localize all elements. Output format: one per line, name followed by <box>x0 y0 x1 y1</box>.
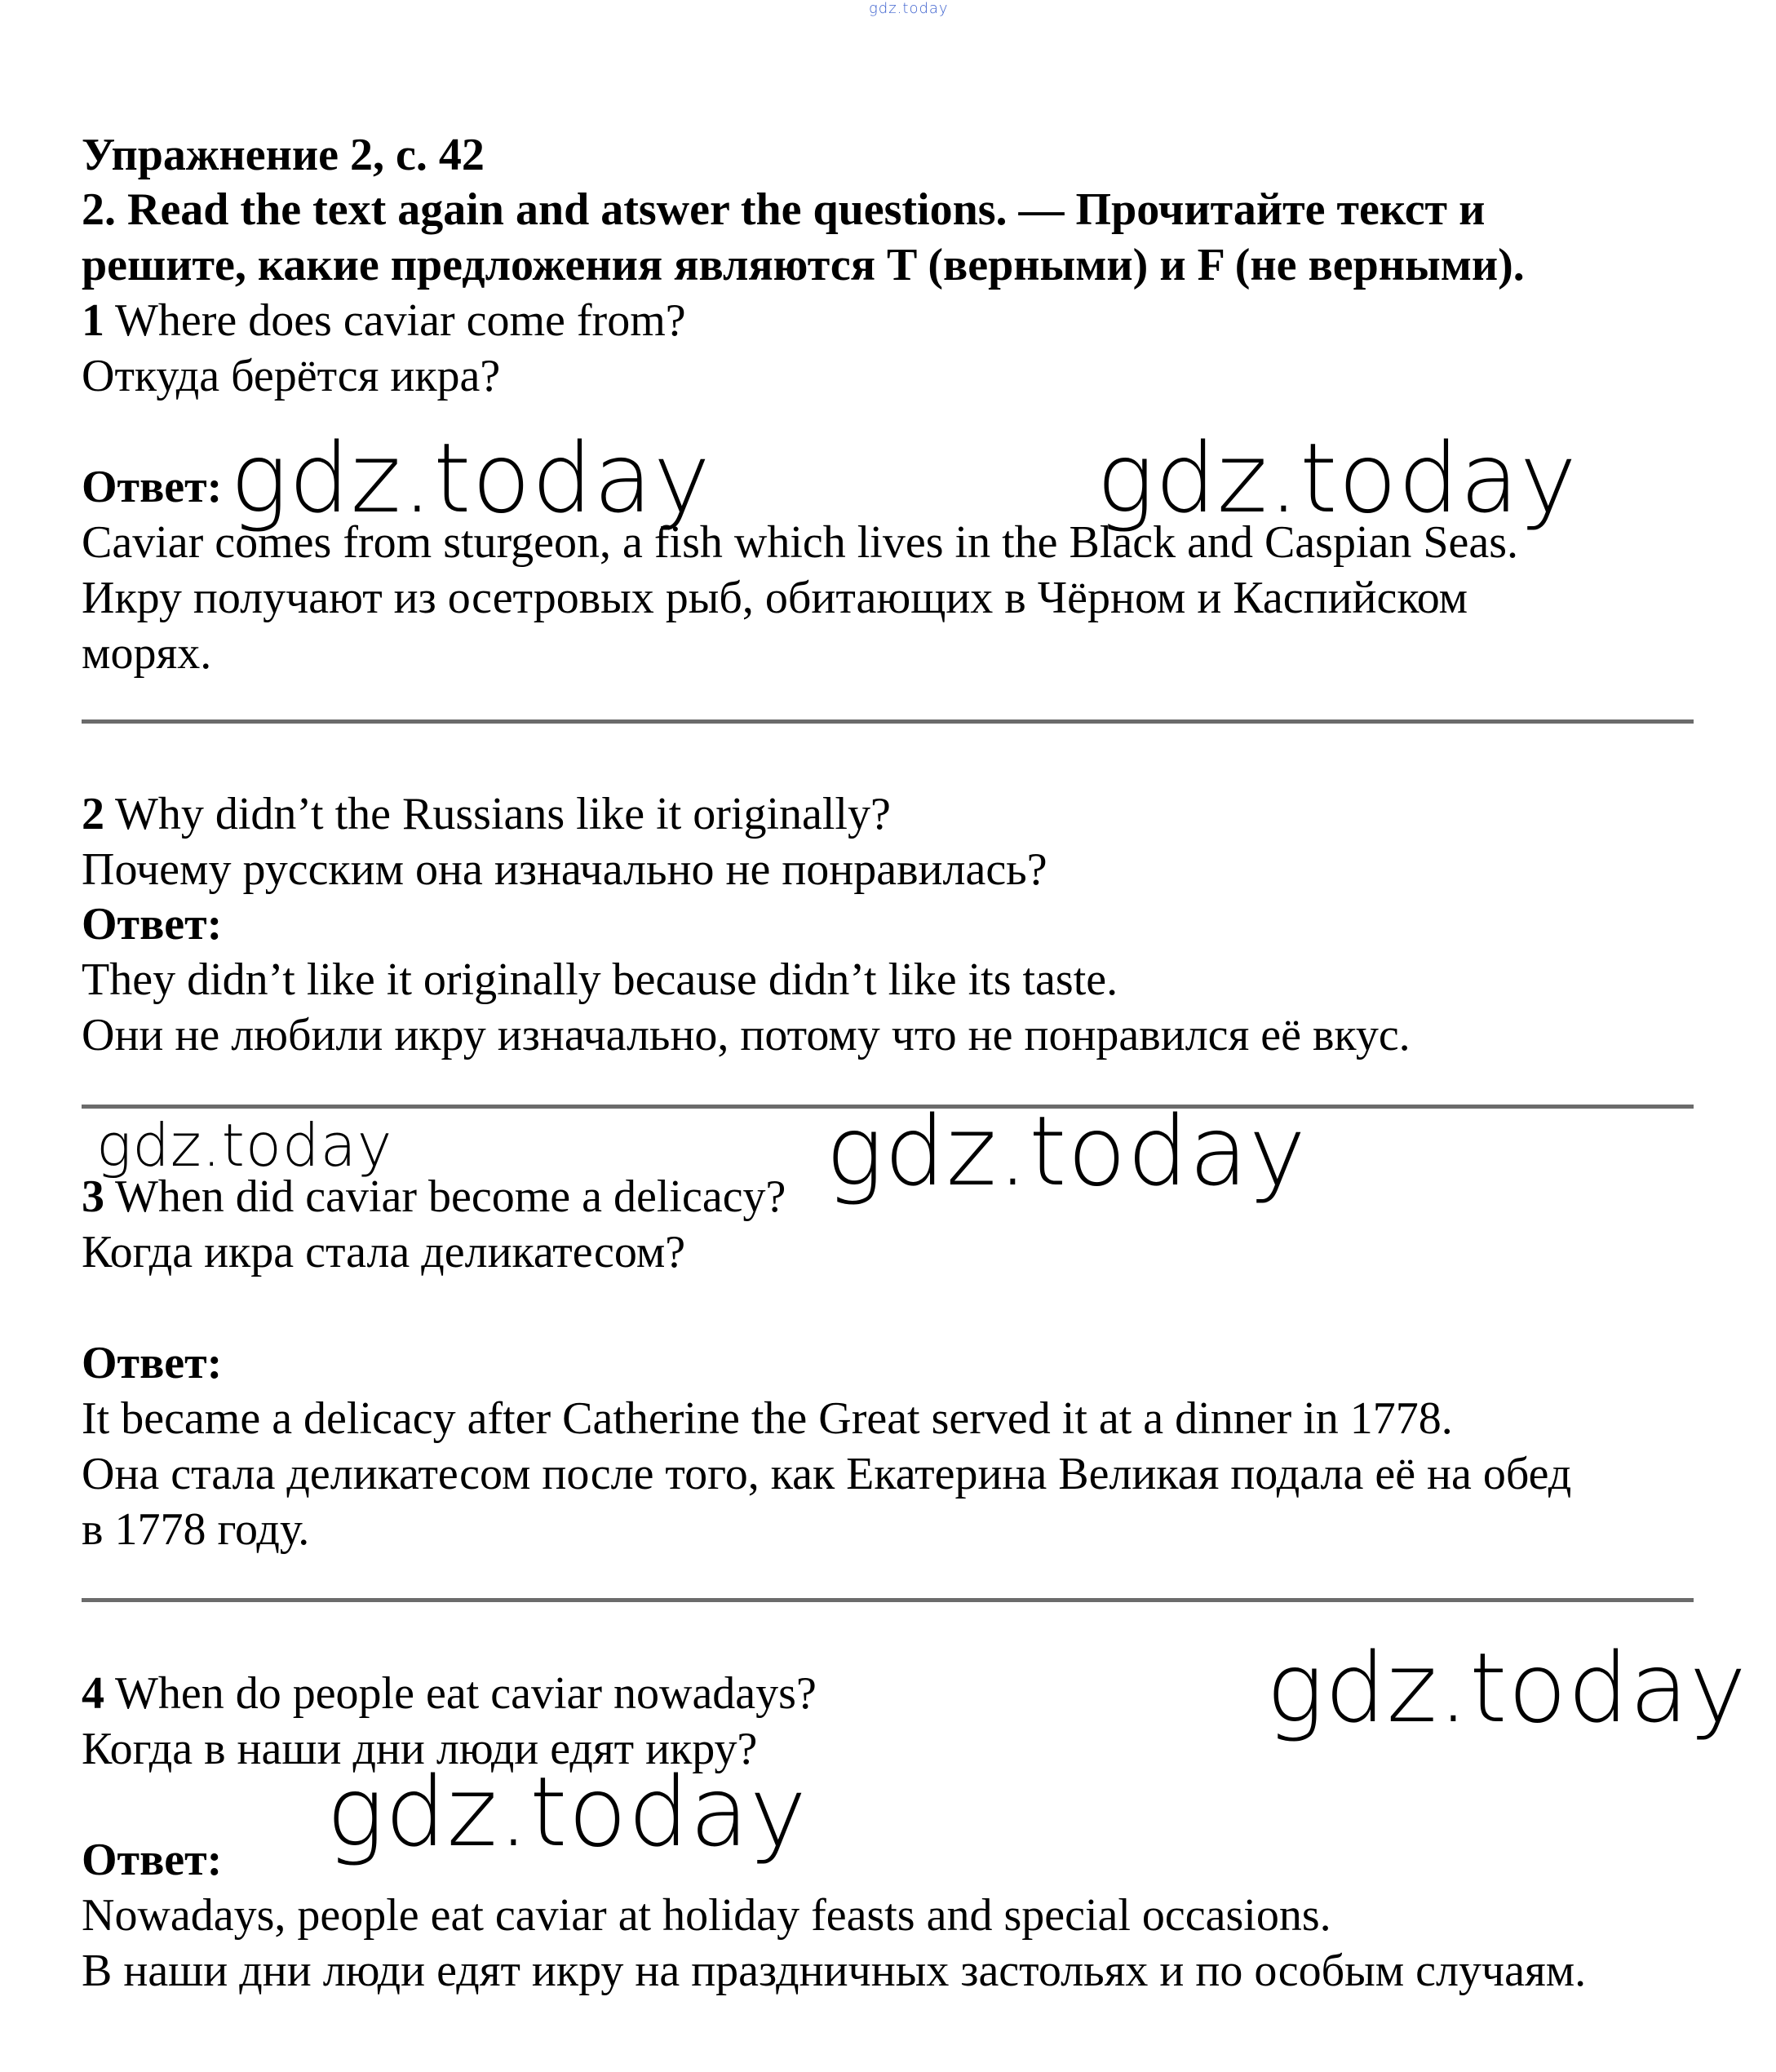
answer-2-en: They didn’t like it originally because didn’t like its taste. <box>82 954 1118 1005</box>
answer-2-label: Ответ: <box>82 899 223 950</box>
question-4-ru: Когда в наши дни люди едят икру? <box>82 1724 758 1774</box>
watermark-3: gdz.today <box>96 1111 393 1180</box>
question-2-text: Why didn’t the Russians like it originally? <box>104 789 891 839</box>
answer-3-label: Ответ: <box>82 1338 223 1388</box>
separator-3 <box>82 1598 1694 1602</box>
question-4-en <box>82 1666 817 1721</box>
task-instruction-line2: решите, какие предложения являются T (верными) и F (не верными). <box>82 240 1525 290</box>
answer-4-ru: В наши дни люди едят икру на праздничных застольях и по особым случаям. <box>82 1946 1587 1996</box>
question-3-en <box>82 1169 786 1224</box>
question-3-number: 3 <box>82 1171 104 1222</box>
answer-1-ru-line2: морях. <box>82 628 212 679</box>
exercise-title: Упражнение 2, с. 42 <box>82 130 485 180</box>
question-1-en <box>82 293 686 348</box>
question-4-text: When do people eat caviar nowadays? <box>104 1668 817 1719</box>
question-2-ru: Почему русским она изначально не понравилась? <box>82 844 1047 895</box>
answer-3-en: It became a delicacy after Catherine the Great served it at a dinner in 1778. <box>82 1393 1453 1444</box>
answer-4-en: Nowadays, people eat caviar at holiday feasts and special occasions. <box>82 1890 1331 1941</box>
answer-3-ru-line1: Она стала деликатесом после того, как Екатерина Великая подала её на обед <box>82 1449 1572 1499</box>
answer-4-label: Ответ: <box>82 1835 223 1885</box>
answer-1-ru-line1: Икру получают из осетровых рыб, обитающих в Чёрном и Каспийском <box>82 573 1468 623</box>
watermark-1: gdz.today <box>230 422 711 534</box>
question-1-ru: Откуда берётся икра? <box>82 351 501 401</box>
watermark-top: gdz.today <box>869 0 949 17</box>
answer-1-label: Ответ: <box>82 462 223 512</box>
watermark-2: gdz.today <box>1096 422 1578 534</box>
question-3-text: When did caviar become a delicacy? <box>104 1171 786 1222</box>
task-instruction-line1: 2. Read the text again and atswer the questions. — Прочитайте текст и <box>82 184 1486 235</box>
watermark-5: gdz.today <box>1266 1631 1747 1744</box>
watermark-6: gdz.today <box>326 1755 808 1868</box>
answer-1-en: Caviar comes from sturgeon, a fish which lives in the Black and Caspian Seas. <box>82 517 1519 568</box>
answer-3-ru-line2: в 1778 году. <box>82 1504 310 1555</box>
question-2-en <box>82 786 891 842</box>
question-1-number: 1 <box>82 295 104 346</box>
separator-1 <box>82 719 1694 724</box>
watermark-4: gdz.today <box>826 1095 1307 1207</box>
answer-2-ru: Они не любили икру изначально, потому что не понравился её вкус. <box>82 1010 1411 1060</box>
question-3-ru: Когда икра стала деликатесом? <box>82 1227 686 1277</box>
question-1-text: Where does caviar come from? <box>104 295 686 346</box>
question-2-number: 2 <box>82 789 104 839</box>
question-4-number: 4 <box>82 1668 104 1719</box>
